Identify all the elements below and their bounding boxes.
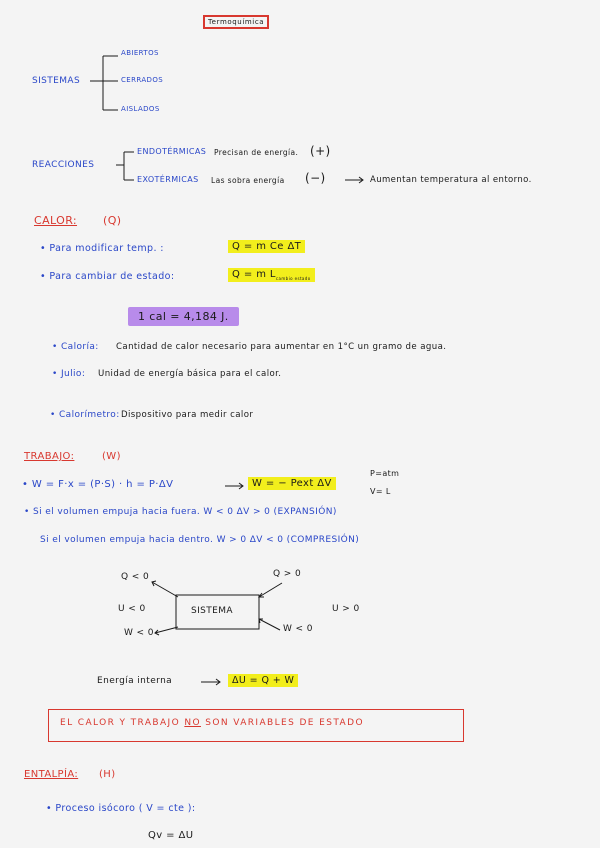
julio-def: Unidad de energía básica para el calor. xyxy=(98,369,282,379)
exotermicas-desc: Las sobra energía xyxy=(211,176,285,185)
diagram-q-neg: Q < 0 xyxy=(121,572,150,582)
julio-term: • Julio: xyxy=(52,369,86,379)
trabajo-line-compresion: Si el volumen empuja hacia dentro. W > 0 ΔV < 0 (COMPRESIÓN) xyxy=(40,535,360,545)
trabajo-formula-result: W = − Pext ΔV xyxy=(248,477,336,490)
calorimetro-term: • Calorímetro: xyxy=(50,410,120,420)
sistemas-label: SISTEMAS xyxy=(32,76,81,86)
estado-before: EL CALOR Y TRABAJO xyxy=(60,718,181,728)
entalpia-proceso: • Proceso isócoro ( V = cte ): xyxy=(46,803,196,814)
sistemas-item-abiertos: ABIERTOS xyxy=(121,49,159,57)
diagram-u-pos: U > 0 xyxy=(332,604,360,614)
calor-formula-estado-sub: cambio estado xyxy=(275,276,311,281)
diagram-w-neg: W < 0 xyxy=(124,628,154,638)
calor-bullet-temp: • Para modificar temp. : xyxy=(40,243,164,254)
calor-bullet-estado: • Para cambiar de estado: xyxy=(40,271,175,282)
estado-no: NO xyxy=(184,718,201,728)
trabajo-heading: TRABAJO: xyxy=(24,451,75,462)
endotermicas-desc: Precisan de energía. xyxy=(214,148,299,157)
reacciones-label: REACCIONES xyxy=(32,160,95,170)
energia-formula: ΔU = Q + W xyxy=(228,674,298,687)
calor-formula-estado xyxy=(228,268,315,282)
endotermicas-label: ENDOTÉRMICAS xyxy=(137,147,207,156)
entalpia-heading: ENTALPÍA: xyxy=(24,769,79,780)
calor-formula-estado-main: Q = m L xyxy=(232,269,276,280)
exotermicas-result: Aumentan temperatura al entorno. xyxy=(370,175,532,185)
endotermicas-sign: (+) xyxy=(310,144,331,158)
diagram-w-pos: W < 0 xyxy=(283,624,313,634)
diagram-sistema-label: SISTEMA xyxy=(191,606,233,616)
estado-after: SON VARIABLES DE ESTADO xyxy=(205,718,364,728)
page-title: Termoquímica xyxy=(203,15,269,29)
entalpia-symbol: (H) xyxy=(99,769,116,780)
calor-heading: CALOR: xyxy=(34,214,78,227)
energia-label: Energía interna xyxy=(97,676,173,686)
trabajo-formula-line: • W = F·x = (P·S) · h = P·ΔV xyxy=(22,479,174,490)
calorimetro-def: Dispositivo para medir calor xyxy=(121,410,254,420)
trabajo-symbol: (W) xyxy=(102,451,121,462)
exotermicas-label: EXOTÉRMICAS xyxy=(137,175,199,184)
calor-equivalence: 1 cal = 4,184 J. xyxy=(128,307,239,326)
sistemas-item-aislados: AISLADOS xyxy=(121,105,160,113)
estado-notice-text xyxy=(60,718,364,728)
entalpia-formula: Qv = ΔU xyxy=(148,830,194,841)
caloria-def: Cantidad de calor necesario para aumentar en 1°C un gramo de agua. xyxy=(116,342,447,352)
calor-symbol: (Q) xyxy=(103,214,122,227)
caloria-term: • Caloría: xyxy=(52,342,99,352)
diagram-q-pos: Q > 0 xyxy=(273,569,302,579)
diagram-u-neg: U < 0 xyxy=(118,604,146,614)
trabajo-note-p: P=atm xyxy=(370,469,400,478)
sistemas-item-cerrados: CERRADOS xyxy=(121,76,164,84)
calor-formula-temp: Q = m Ce ΔT xyxy=(228,240,305,253)
trabajo-line-expansion: • Si el volumen empuja hacia fuera. W < 0 ΔV > 0 (EXPANSIÓN) xyxy=(24,507,337,517)
exotermicas-sign: (−) xyxy=(305,171,326,185)
trabajo-note-v: V= L xyxy=(370,487,391,496)
